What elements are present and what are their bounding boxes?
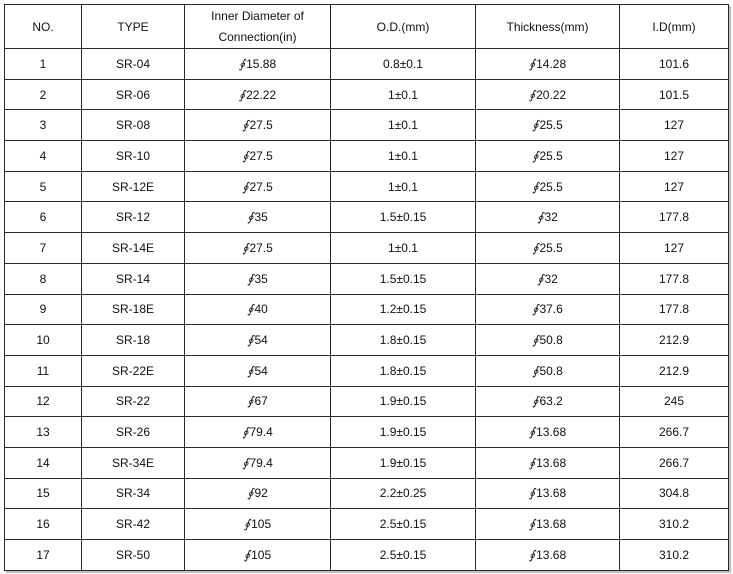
cell-value: 13.68 [536,486,567,501]
cell-value: 79.4 [249,425,273,440]
table-row [5,355,729,386]
cell-thickness [476,49,620,80]
cell-type: SR-42 [82,509,185,540]
cell-id: 177.8 [620,294,729,325]
cell-od: 1±0.1 [331,79,476,110]
cell-value: 27.5 [249,240,273,255]
cell-value: 50.8 [539,333,563,348]
cell-value: 14.28 [536,56,567,71]
diameter-symbol: ∮ [528,87,536,102]
cell-od: 1.9±0.15 [331,417,476,448]
cell-value: 79.4 [249,455,273,470]
cell-value: 67 [254,394,268,409]
cell-inner-diameter [185,386,331,417]
cell-thickness [476,171,620,202]
header-row [5,5,729,49]
table-row [5,540,729,571]
diameter-symbol: ∮ [238,87,246,102]
diameter-symbol: ∮ [247,302,254,317]
cell-type: SR-14E [82,233,185,264]
cell-value: 27.5 [249,179,273,194]
cell-no: 7 [5,233,82,264]
cell-od: 2.2±0.25 [331,478,476,509]
cell-value: 27.5 [249,118,273,133]
cell-thickness [476,79,620,110]
diameter-symbol: ∮ [532,179,539,194]
table-row [5,110,729,141]
cell-thickness [476,263,620,294]
cell-value: 37.6 [539,302,563,317]
cell-id: 127 [620,110,729,141]
diameter-symbol: ∮ [537,210,544,225]
cell-type: SR-26 [82,417,185,448]
cell-type: SR-50 [82,540,185,571]
cell-no: 11 [5,355,82,386]
cell-od: 1±0.1 [331,233,476,264]
cell-value: 13.68 [536,547,567,562]
cell-thickness [476,478,620,509]
cell-value: 25.5 [539,179,563,194]
diameter-symbol: ∮ [532,240,539,255]
table-row [5,141,729,172]
cell-type: SR-10 [82,141,185,172]
diameter-symbol: ∮ [247,363,254,378]
cell-inner-diameter [185,233,331,264]
cell-value: 35 [254,271,268,286]
cell-inner-diameter [185,325,331,356]
cell-inner-diameter [185,417,331,448]
diameter-symbol: ∮ [247,271,254,286]
cell-value: 54 [254,363,268,378]
header-inner-diameter: Inner Diameter of Connection(in) [185,5,331,49]
cell-inner-diameter [185,49,331,80]
table-row [5,417,729,448]
diameter-symbol: ∮ [247,210,254,225]
cell-value: 13.68 [536,517,567,532]
cell-od: 2.5±0.15 [331,509,476,540]
cell-id: 127 [620,233,729,264]
cell-type: SR-22E [82,355,185,386]
cell-thickness [476,417,620,448]
cell-type: SR-34E [82,447,185,478]
diameter-symbol: ∮ [242,425,249,440]
cell-od: 1±0.1 [331,141,476,172]
cell-thickness [476,294,620,325]
table-row [5,263,729,294]
cell-value: 32 [544,271,558,286]
cell-type: SR-12E [82,171,185,202]
cell-id: 245 [620,386,729,417]
cell-id: 310.2 [620,509,729,540]
diameter-symbol: ∮ [528,547,536,562]
cell-thickness [476,110,620,141]
cell-value: 13.68 [536,425,567,440]
diameter-symbol: ∮ [238,56,246,71]
cell-value: 40 [254,302,268,317]
cell-thickness [476,540,620,571]
cell-id: 266.7 [620,447,729,478]
cell-thickness [476,386,620,417]
cell-no: 15 [5,478,82,509]
cell-no: 5 [5,171,82,202]
cell-od: 1.2±0.15 [331,294,476,325]
cell-type: SR-22 [82,386,185,417]
cell-type: SR-18 [82,325,185,356]
cell-value: 50.8 [539,363,563,378]
cell-thickness [476,233,620,264]
diameter-symbol: ∮ [532,118,539,133]
cell-id: 177.8 [620,263,729,294]
cell-inner-diameter [185,540,331,571]
header-id: I.D(mm) [620,5,729,49]
diameter-symbol: ∮ [242,455,249,470]
cell-inner-diameter [185,355,331,386]
cell-type: SR-12 [82,202,185,233]
table-row [5,171,729,202]
cell-inner-diameter [185,509,331,540]
cell-no: 14 [5,447,82,478]
cell-od: 0.8±0.1 [331,49,476,80]
cell-value: 22.22 [246,87,277,102]
cell-thickness [476,202,620,233]
cell-no: 12 [5,386,82,417]
diameter-symbol: ∮ [528,56,536,71]
cell-inner-diameter [185,478,331,509]
cell-inner-diameter [185,294,331,325]
cell-id: 127 [620,171,729,202]
cell-value: 105 [251,517,272,532]
diameter-symbol: ∮ [242,240,249,255]
diameter-symbol: ∮ [528,425,536,440]
diameter-symbol: ∮ [532,394,539,409]
table-row [5,294,729,325]
cell-thickness [476,447,620,478]
cell-type: SR-08 [82,110,185,141]
header-type: TYPE [82,5,185,49]
cell-value: 20.22 [536,87,567,102]
diameter-symbol: ∮ [247,486,254,501]
cell-value: 63.2 [539,394,563,409]
cell-od: 1.8±0.15 [331,355,476,386]
cell-od: 1.8±0.15 [331,325,476,356]
cell-value: 15.88 [246,56,277,71]
cell-value: 92 [254,486,268,501]
cell-value: 25.5 [539,118,563,133]
cell-inner-diameter [185,263,331,294]
diameter-symbol: ∮ [242,148,249,163]
diameter-symbol: ∮ [537,271,544,286]
cell-id: 177.8 [620,202,729,233]
cell-inner-diameter [185,110,331,141]
cell-type: SR-34 [82,478,185,509]
cell-id: 212.9 [620,355,729,386]
cell-value: 13.68 [536,455,567,470]
cell-no: 17 [5,540,82,571]
diameter-symbol: ∮ [242,179,249,194]
cell-inner-diameter [185,171,331,202]
table-header [5,5,729,49]
cell-no: 13 [5,417,82,448]
cell-thickness [476,509,620,540]
table-row [5,202,729,233]
cell-thickness [476,355,620,386]
cell-id: 101.6 [620,49,729,80]
cell-no: 2 [5,79,82,110]
cell-inner-diameter [185,141,331,172]
table-row [5,233,729,264]
cell-value: 105 [251,547,272,562]
table-row [5,447,729,478]
cell-id: 127 [620,141,729,172]
diameter-symbol: ∮ [243,547,251,562]
cell-no: 16 [5,509,82,540]
cell-od: 1.5±0.15 [331,202,476,233]
cell-od: 1±0.1 [331,110,476,141]
cell-no: 10 [5,325,82,356]
spec-table [4,4,729,571]
table-row [5,79,729,110]
cell-no: 9 [5,294,82,325]
cell-type: SR-06 [82,79,185,110]
cell-value: 54 [254,333,268,348]
cell-od: 2.5±0.15 [331,540,476,571]
cell-type: SR-04 [82,49,185,80]
cell-thickness [476,141,620,172]
diameter-symbol: ∮ [243,517,251,532]
diameter-symbol: ∮ [532,363,539,378]
cell-no: 8 [5,263,82,294]
cell-od: 1.9±0.15 [331,386,476,417]
diameter-symbol: ∮ [528,517,536,532]
cell-id: 212.9 [620,325,729,356]
cell-od: 1±0.1 [331,171,476,202]
cell-od: 1.9±0.15 [331,447,476,478]
cell-value: 35 [254,210,268,225]
cell-thickness [476,325,620,356]
table-row [5,478,729,509]
diameter-symbol: ∮ [247,333,254,348]
diameter-symbol: ∮ [242,118,249,133]
table-row [5,49,729,80]
diameter-symbol: ∮ [247,394,254,409]
cell-id: 310.2 [620,540,729,571]
cell-type: SR-14 [82,263,185,294]
cell-value: 25.5 [539,148,563,163]
cell-no: 6 [5,202,82,233]
diameter-symbol: ∮ [532,333,539,348]
header-thickness: Thickness(mm) [476,5,620,49]
cell-od: 1.5±0.15 [331,263,476,294]
cell-value: 32 [544,210,558,225]
cell-inner-diameter [185,447,331,478]
header-no: NO. [5,5,82,49]
cell-type: SR-18E [82,294,185,325]
diameter-symbol: ∮ [528,486,536,501]
cell-no: 4 [5,141,82,172]
table-row [5,386,729,417]
table-row [5,509,729,540]
cell-id: 101.5 [620,79,729,110]
cell-no: 3 [5,110,82,141]
cell-inner-diameter [185,79,331,110]
diameter-symbol: ∮ [532,302,539,317]
cell-inner-diameter [185,202,331,233]
table-body [5,49,729,571]
cell-no: 1 [5,49,82,80]
cell-id: 304.8 [620,478,729,509]
table-row [5,325,729,356]
cell-value: 25.5 [539,240,563,255]
cell-id: 266.7 [620,417,729,448]
cell-value: 27.5 [249,148,273,163]
diameter-symbol: ∮ [532,148,539,163]
header-od: O.D.(mm) [331,5,476,49]
diameter-symbol: ∮ [528,455,536,470]
